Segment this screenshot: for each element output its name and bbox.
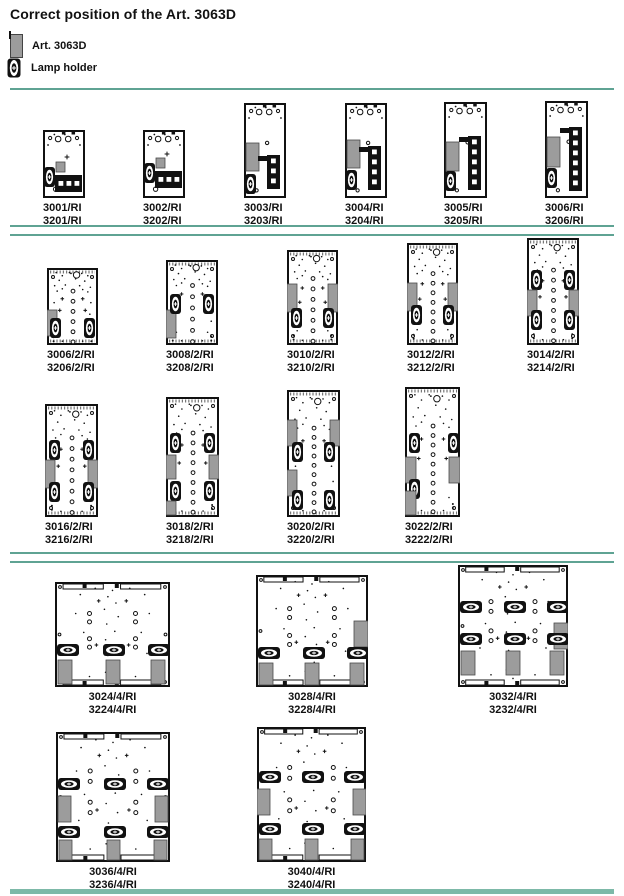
panel-drawing [257,727,366,862]
panel-drawing [143,130,185,198]
panel-label [287,349,368,375]
panel-3036-4-ri [56,732,170,862]
panel-label-line: 3018/2/RI [166,521,214,533]
panel-label [43,202,115,228]
panel-label [47,349,128,375]
panel-label [45,521,128,547]
panel-label-line: 3218/2/RI [166,534,214,546]
panel-label-line: 3216/2/RI [45,534,93,546]
panel-drawing [527,238,579,345]
legend-lamp-item [7,58,97,78]
panel-3032-4-ri [458,565,568,687]
panel-drawing [244,103,286,198]
panel-3018-2-ri [166,397,219,517]
panel-3020-2-ri [287,390,340,517]
panel-3010-2-ri [287,250,338,345]
panel-label-line: 3240/4/RI [287,879,336,891]
legend-art-item [10,34,86,58]
panel-3003-ri [244,103,286,198]
panel-label-line: 3222/2/RI [405,534,453,546]
panel-label-line: 3228/4/RI [288,704,336,716]
panel-3002-ri [143,130,185,198]
panel-drawing [458,565,568,687]
panel-label [405,521,490,547]
panel-label-line: 3202/RI [143,215,182,227]
panel-3001-ri [43,130,85,198]
panel-label-line: 3204/RI [345,215,384,227]
panel-drawing [444,102,487,198]
panel-label-line: 3028/4/RI [288,691,336,703]
panel-drawing [55,582,170,687]
panel-3012-2-ri [407,243,458,345]
panel-label-line: 3206/RI [545,215,584,227]
panel-label [407,349,488,375]
panel-3005-ri [444,102,487,198]
panel-drawing [166,260,218,345]
panel-label-line: 3016/2/RI [45,521,93,533]
panel-label-line: 3003/RI [244,202,283,214]
panel-label-line: 3020/2/RI [287,521,335,533]
panel-label [244,202,316,228]
panel-label-line: 3010/2/RI [287,349,335,361]
panel-drawing [407,243,458,345]
panel-label-line: 3004/RI [345,202,384,214]
panel-label [345,202,417,228]
panel-label [143,202,215,228]
panel-3022-2-ri [405,387,460,517]
panel-drawing [405,387,460,517]
panel-drawing [43,130,85,198]
panel-label-line: 3014/2/RI [527,349,575,361]
panel-3014-2-ri [527,238,579,345]
panel-label-line: 3210/2/RI [287,362,335,374]
panel-label-line: 3001/RI [43,202,82,214]
panel-3008-2-ri [166,260,218,345]
panel-3004-ri [345,103,387,198]
panel-label [545,202,618,228]
panel-label [446,691,580,717]
panel-label-line: 3006/RI [545,202,584,214]
panel-label-line: 3022/2/RI [405,521,453,533]
panel-label [287,521,370,547]
section-divider [10,234,614,236]
panel-label-line: 3205/RI [444,215,483,227]
section-divider [10,561,614,563]
lamp-holder-icon [7,58,22,78]
panel-label [244,691,380,717]
panel-label [527,349,609,375]
panel-label-line: 3012/2/RI [407,349,455,361]
panel-label-line: 3214/2/RI [527,362,575,374]
page-title: Correct position of the Art. 3063D [10,6,237,22]
legend-art-label: Art. 3063D [32,40,87,52]
panel-label-line: 3203/RI [244,215,283,227]
panel-3006-ri [545,101,588,198]
panel-label [166,521,249,547]
section-divider [10,552,614,554]
panel-label-line: 3224/4/RI [88,704,137,716]
panel-drawing [545,101,588,198]
panel-label [245,866,378,892]
panel-label-line: 3002/RI [143,202,182,214]
panel-label [444,202,517,228]
panel-label-line: 3236/4/RI [89,879,137,891]
panel-drawing [287,250,338,345]
panel-drawing [287,390,340,517]
panel-label-line: 3006/2/RI [47,349,95,361]
panel-drawing [45,404,98,517]
panel-label-line: 3036/4/RI [89,866,137,878]
legend-lamp-label: Lamp holder [31,62,98,74]
panel-label [44,866,182,892]
panel-label [166,349,248,375]
panel-label-line: 3232/4/RI [489,704,537,716]
art-3063d-swatch-icon [10,34,23,58]
panel-3028-4-ri [256,575,368,687]
panel-drawing [47,268,98,345]
panel-label-line: 3206/2/RI [47,362,95,374]
panel-drawing [56,732,170,862]
panel-label-line: 3005/RI [444,202,483,214]
panel-label-line: 3201/RI [43,215,82,227]
panel-label-line: 3024/4/RI [88,691,137,703]
panel-label-line: 3008/2/RI [166,349,214,361]
panel-3016-2-ri [45,404,98,517]
panel-drawing [166,397,219,517]
panel-drawing [256,575,368,687]
panel-3040-4-ri [257,727,366,862]
panel-label-line: 3040/4/RI [287,866,336,878]
panel-label-line: 3032/4/RI [489,691,537,703]
panel-label-line: 3212/2/RI [407,362,455,374]
panel-label-line: 3220/2/RI [287,534,335,546]
panel-3006-2-ri [47,268,98,345]
panel-drawing [345,103,387,198]
panel-3024-4-ri [55,582,170,687]
panel-label-line: 3208/2/RI [166,362,214,374]
section-divider [10,88,614,90]
panel-label [43,691,182,717]
